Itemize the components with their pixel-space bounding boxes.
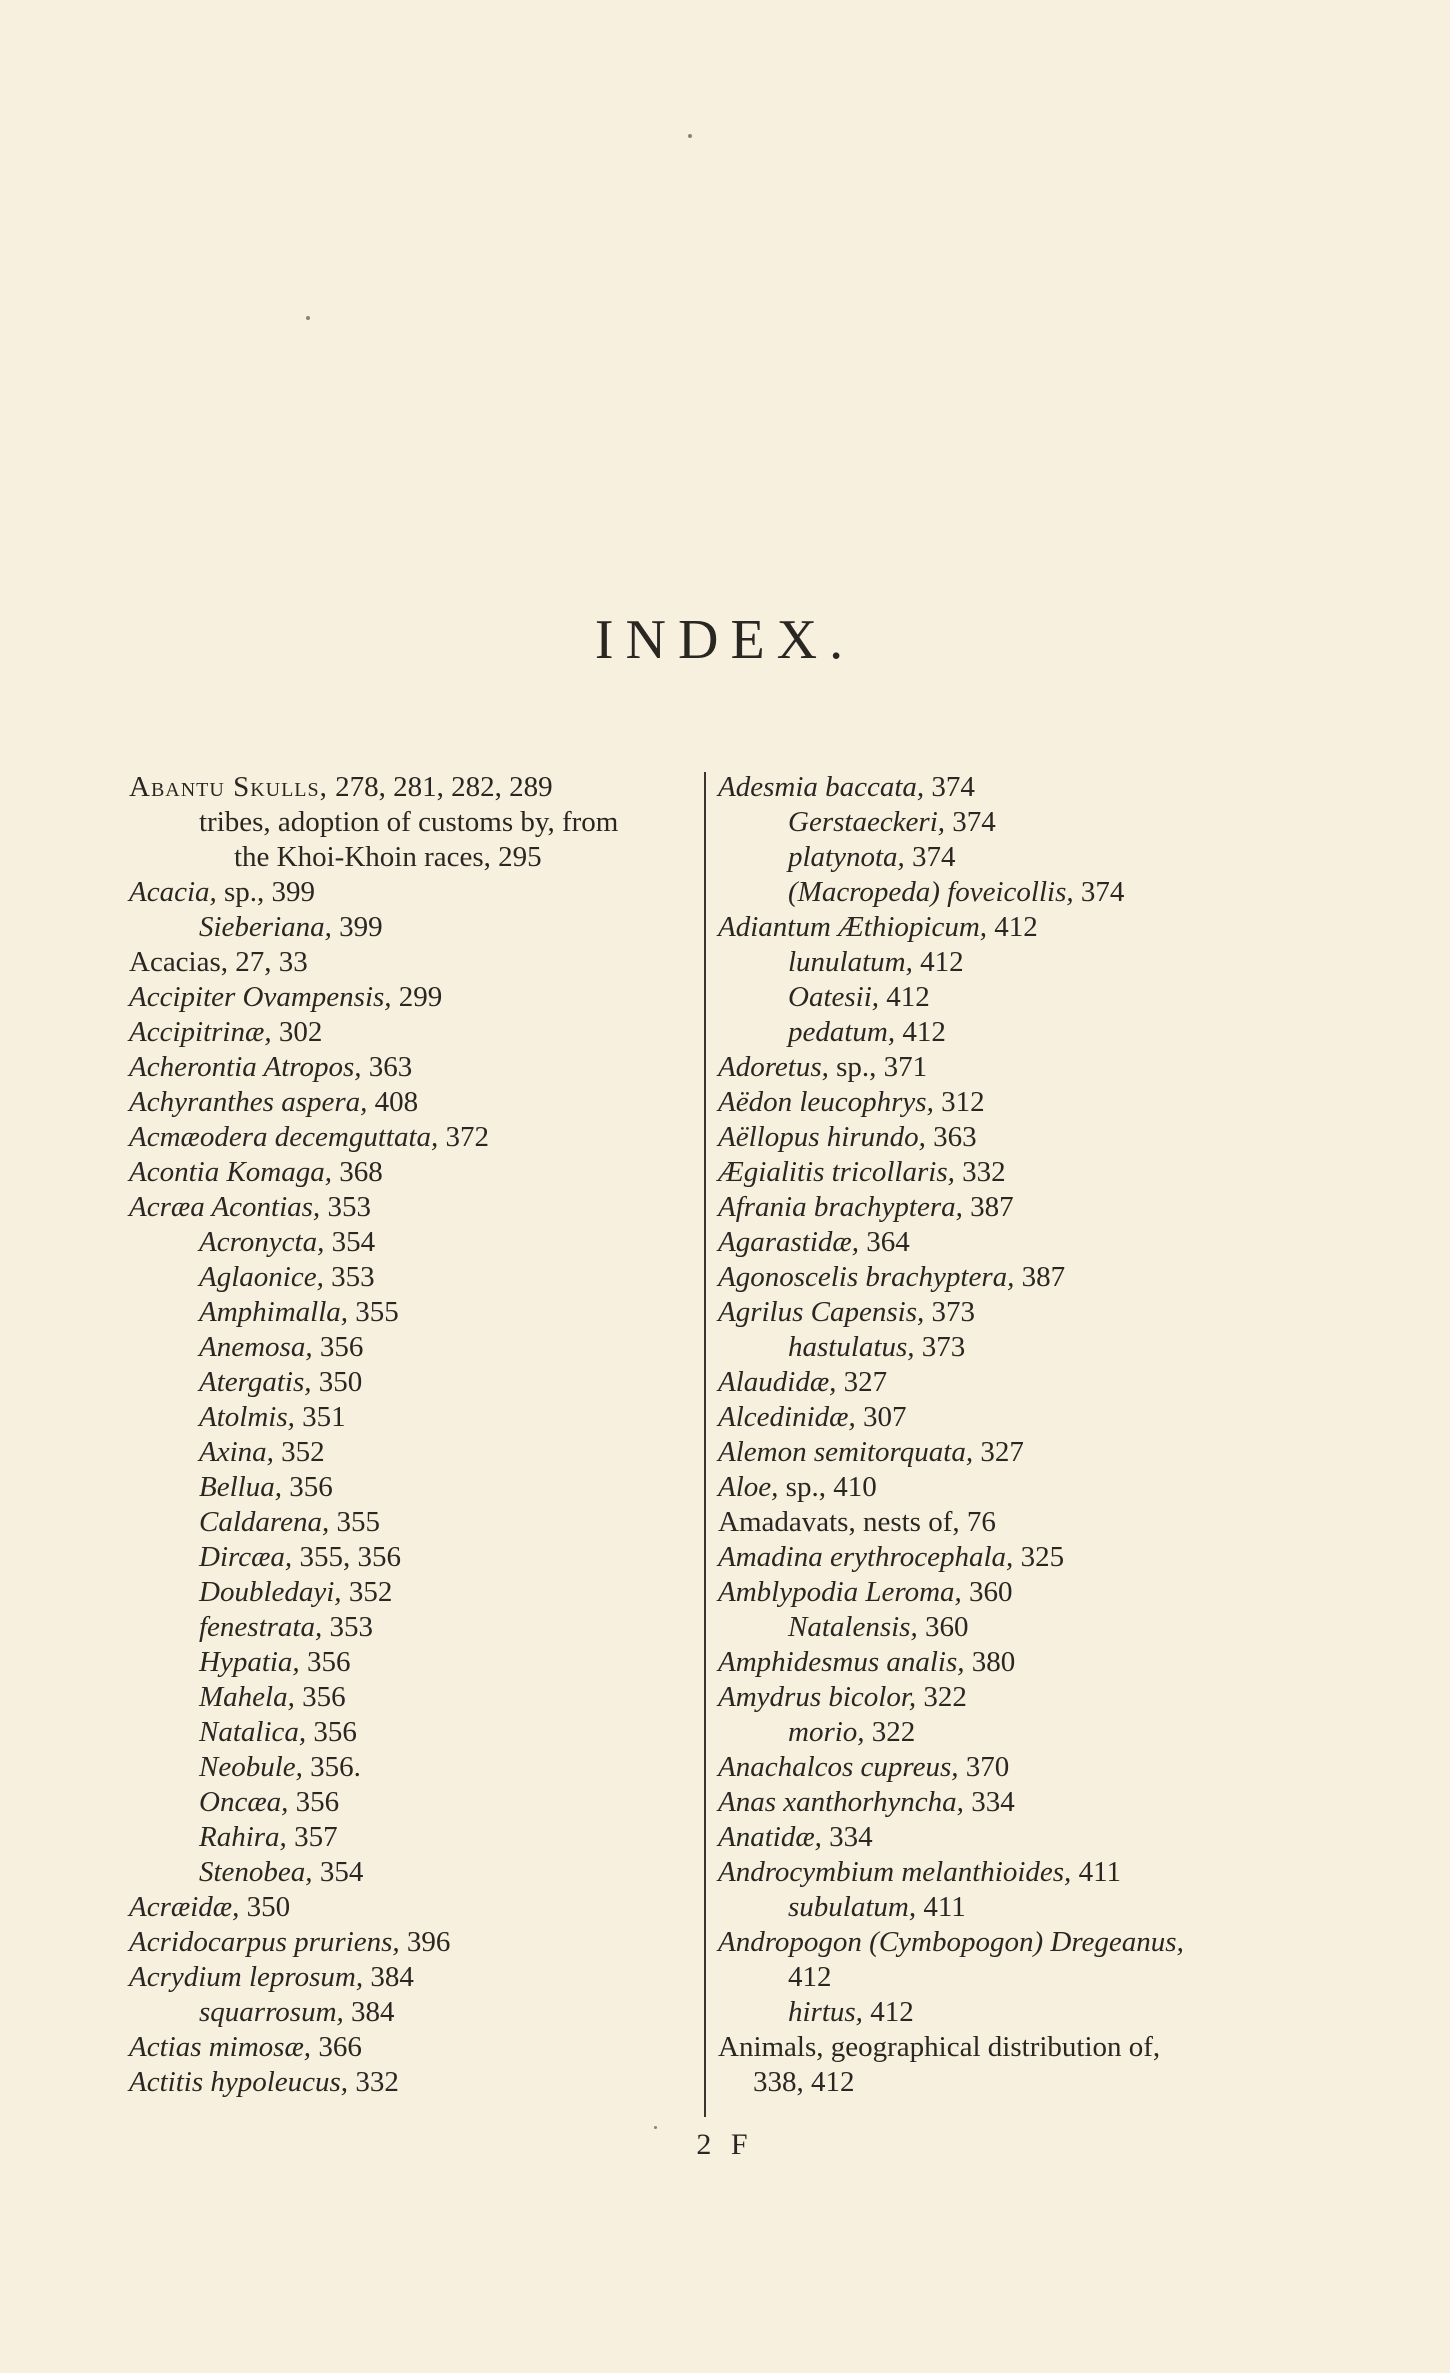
index-entry bbox=[129, 1855, 689, 1890]
index-page-ref: 302 bbox=[271, 1016, 323, 1048]
index-entry bbox=[129, 1995, 689, 2030]
index-term: hastulatus, bbox=[788, 1331, 915, 1363]
index-term: Acridocarpus pruriens, bbox=[129, 1926, 400, 1958]
index-page-ref: geographical distribution of, bbox=[823, 2031, 1161, 2063]
index-entry bbox=[129, 1400, 689, 1435]
index-page-ref: 380 bbox=[964, 1646, 1016, 1678]
index-term: Stenobea, bbox=[199, 1856, 313, 1888]
index-entry bbox=[129, 1680, 689, 1715]
index-entry bbox=[718, 1190, 1298, 1225]
index-term: fenestrata, bbox=[199, 1611, 323, 1643]
index-page-ref: 327 bbox=[836, 1366, 888, 1398]
index-term: Natalensis, bbox=[788, 1611, 918, 1643]
index-term: Actias mimosæ, bbox=[129, 2031, 312, 2063]
index-entry bbox=[718, 1995, 1298, 2030]
index-page-ref: 278, 281, 282, 289 bbox=[327, 771, 553, 803]
index-term: Alaudidæ, bbox=[718, 1366, 837, 1398]
index-entry bbox=[129, 1015, 689, 1050]
index-entry bbox=[129, 1750, 689, 1785]
index-entry bbox=[129, 945, 689, 980]
index-term: Gerstaeckeri, bbox=[788, 806, 946, 838]
index-term: Animals, bbox=[718, 2031, 824, 2063]
index-page-ref: 352 bbox=[273, 1436, 325, 1468]
index-page-ref: 334 bbox=[821, 1821, 873, 1853]
index-entry bbox=[129, 840, 689, 875]
index-page-ref: nests of, 76 bbox=[855, 1506, 996, 1538]
index-entry bbox=[718, 1260, 1298, 1295]
index-page-ref: 307 bbox=[855, 1401, 907, 1433]
index-term: Anachalcos cupreus, bbox=[718, 1751, 959, 1783]
index-entry bbox=[718, 1645, 1298, 1680]
index-entry bbox=[718, 1680, 1298, 1715]
index-column-right bbox=[718, 770, 1298, 2100]
index-page-ref: 351 bbox=[294, 1401, 346, 1433]
index-page-ref: 355, 356 bbox=[292, 1541, 401, 1573]
index-term: Acherontia Atropos, bbox=[129, 1051, 362, 1083]
index-page-ref: 373 bbox=[914, 1331, 966, 1363]
index-page-ref: 360 bbox=[917, 1611, 969, 1643]
index-entry bbox=[129, 1085, 689, 1120]
index-entry bbox=[718, 980, 1298, 1015]
index-term: Amadina erythrocephala, bbox=[718, 1541, 1014, 1573]
index-entry bbox=[129, 1715, 689, 1750]
index-page-ref: 387 bbox=[1014, 1261, 1066, 1293]
index-term: Aëdon leucophrys, bbox=[718, 1086, 934, 1118]
index-page-ref: 374 bbox=[945, 806, 996, 838]
index-term: Oncæa, bbox=[199, 1786, 289, 1818]
index-term: (Macropeda) foveicollis, bbox=[788, 876, 1074, 908]
index-term: Acontia Komaga, bbox=[129, 1156, 332, 1188]
index-page-ref: 368 bbox=[332, 1156, 383, 1188]
index-term: Acronycta, bbox=[199, 1226, 325, 1258]
index-term: Adiantum Æthiopicum, bbox=[718, 911, 988, 943]
index-entry bbox=[718, 945, 1298, 980]
index-term: Acræa Acontias, bbox=[129, 1191, 321, 1223]
index-term: Agrilus Capensis, bbox=[718, 1296, 925, 1328]
index-term: Neobule, bbox=[199, 1751, 303, 1783]
index-page-ref: 384 bbox=[363, 1961, 414, 1993]
index-page-ref: 412 bbox=[895, 1016, 946, 1048]
index-entry bbox=[718, 1470, 1298, 1505]
index-term: Andropogon (Cymbopogon) Dregeanus, bbox=[718, 1926, 1184, 1958]
index-entry bbox=[129, 1785, 689, 1820]
index-entry bbox=[129, 1470, 689, 1505]
index-term: Androcymbium melanthioides, bbox=[718, 1856, 1072, 1888]
index-term: Abantu Skulls, bbox=[129, 771, 328, 803]
index-term: Hypatia, bbox=[199, 1646, 300, 1678]
index-entry bbox=[129, 1120, 689, 1155]
index-page-ref: 322 bbox=[864, 1716, 916, 1748]
index-term: Agarastidæ, bbox=[718, 1226, 859, 1258]
index-entry bbox=[129, 2065, 689, 2100]
page-title: INDEX. bbox=[594, 609, 856, 671]
index-term: Atolmis, bbox=[199, 1401, 295, 1433]
index-term: lunulatum, bbox=[788, 946, 913, 978]
index-entry bbox=[718, 1435, 1298, 1470]
index-page-ref: 363 bbox=[925, 1121, 977, 1153]
index-page-ref: 360 bbox=[961, 1576, 1013, 1608]
index-term: Anas xanthorhyncha, bbox=[718, 1786, 964, 1818]
index-entry bbox=[718, 2065, 1298, 2100]
index-term: Afrania brachyptera, bbox=[718, 1191, 963, 1223]
index-term: Sieberiana, bbox=[199, 911, 332, 943]
index-page-ref: 374 bbox=[1073, 876, 1125, 908]
index-entry bbox=[129, 1820, 689, 1855]
index-page-ref: 353 bbox=[323, 1261, 375, 1293]
index-page-ref: 396 bbox=[399, 1926, 451, 1958]
index-term: squarrosum, bbox=[199, 1996, 344, 2028]
index-page-ref: 355 bbox=[329, 1506, 380, 1538]
index-entry bbox=[129, 1050, 689, 1085]
index-term: Acmæodera decemguttata, bbox=[129, 1121, 439, 1153]
index-page-ref: 373 bbox=[924, 1296, 975, 1328]
index-page-ref: 354 bbox=[312, 1856, 364, 1888]
index-term: Amphimalla, bbox=[199, 1296, 349, 1328]
index-term: Aëllopus hirundo, bbox=[718, 1121, 926, 1153]
index-page-ref: 399 bbox=[331, 911, 383, 943]
index-page-ref: 312 bbox=[933, 1086, 985, 1118]
index-term: Accipiter Ovampensis, bbox=[129, 981, 392, 1013]
index-page-ref: 27, 33 bbox=[228, 946, 308, 978]
index-page-ref: 412 bbox=[788, 1961, 832, 1993]
index-entry bbox=[718, 840, 1298, 875]
index-entry bbox=[129, 1190, 689, 1225]
index-term: Rahira, bbox=[199, 1821, 287, 1853]
index-page-ref: sp., 371 bbox=[828, 1051, 928, 1083]
index-term: Alemon semitorquata, bbox=[718, 1436, 974, 1468]
index-page-ref: 411 bbox=[1071, 1856, 1121, 1888]
index-term: Caldarena, bbox=[199, 1506, 330, 1538]
index-entry bbox=[718, 1540, 1298, 1575]
index-term: Dircæa, bbox=[199, 1541, 293, 1573]
index-page-ref: 363 bbox=[361, 1051, 413, 1083]
index-entry bbox=[718, 1050, 1298, 1085]
index-entry bbox=[129, 805, 689, 840]
index-page-ref: 374 bbox=[924, 771, 975, 803]
index-entry bbox=[129, 1645, 689, 1680]
index-page-ref: 364 bbox=[859, 1226, 910, 1258]
index-entry bbox=[129, 1610, 689, 1645]
index-term: Anemosa, bbox=[199, 1331, 313, 1363]
index-entry bbox=[129, 1890, 689, 1925]
signature-mark: 2 F bbox=[696, 2128, 754, 2161]
index-page-ref: 322 bbox=[916, 1681, 967, 1713]
index-page-ref: 332 bbox=[348, 2066, 399, 2098]
index-entry bbox=[718, 1330, 1298, 1365]
index-entry bbox=[718, 805, 1298, 840]
index-page-ref: tribes, adoption of customs by, from bbox=[199, 806, 619, 838]
index-term: Amadavats, bbox=[718, 1506, 856, 1538]
index-page-ref: 412 bbox=[912, 946, 964, 978]
index-term: Natalica, bbox=[199, 1716, 307, 1748]
index-column-left bbox=[129, 770, 689, 2100]
index-entry bbox=[718, 1085, 1298, 1120]
index-entry bbox=[718, 1960, 1298, 1995]
paper-speck bbox=[654, 2126, 657, 2129]
index-page-ref: 299 bbox=[391, 981, 443, 1013]
index-entry bbox=[718, 1785, 1298, 1820]
index-term: Bellua, bbox=[199, 1471, 282, 1503]
index-entry bbox=[129, 1295, 689, 1330]
index-page-ref: 356 bbox=[299, 1646, 351, 1678]
index-entry bbox=[718, 1750, 1298, 1785]
index-entry bbox=[129, 1260, 689, 1295]
column-divider bbox=[704, 772, 706, 2117]
index-entry bbox=[129, 1225, 689, 1260]
index-term: Amydrus bicolor, bbox=[718, 1681, 917, 1713]
index-page-ref: 357 bbox=[286, 1821, 338, 1853]
index-term: Atergatis, bbox=[199, 1366, 312, 1398]
index-page-ref: 374 bbox=[904, 841, 956, 873]
index-term: platynota, bbox=[788, 841, 905, 873]
index-term: Acrydium leprosum, bbox=[129, 1961, 364, 1993]
index-entry bbox=[718, 1890, 1298, 1925]
index-entry bbox=[718, 1505, 1298, 1540]
index-term: Actitis hypoleucus, bbox=[129, 2066, 349, 2098]
index-entry bbox=[718, 1820, 1298, 1855]
index-entry bbox=[718, 875, 1298, 910]
index-entry bbox=[718, 1575, 1298, 1610]
index-page-ref: 356. bbox=[302, 1751, 361, 1783]
index-entry bbox=[129, 2030, 689, 2065]
index-term: Amphidesmus analis, bbox=[718, 1646, 965, 1678]
index-entry bbox=[718, 1015, 1298, 1050]
paper-speck bbox=[306, 316, 310, 320]
index-entry bbox=[718, 1120, 1298, 1155]
index-page-ref: 356 bbox=[288, 1786, 340, 1818]
index-term: Accipitrinæ, bbox=[129, 1016, 272, 1048]
index-page-ref: sp., 410 bbox=[778, 1471, 877, 1503]
index-page-ref: 332 bbox=[954, 1156, 1006, 1188]
index-page-ref: 387 bbox=[962, 1191, 1014, 1223]
index-entry bbox=[129, 1155, 689, 1190]
index-entry bbox=[718, 1365, 1298, 1400]
index-term: Aloe, bbox=[718, 1471, 779, 1503]
index-page-ref: 366 bbox=[311, 2031, 362, 2063]
index-page-ref: the Khoi-Khoin races, 295 bbox=[234, 841, 542, 873]
index-entry bbox=[129, 910, 689, 945]
index-entry bbox=[718, 1855, 1298, 1890]
index-page-ref: 372 bbox=[438, 1121, 490, 1153]
index-term: Anatidæ, bbox=[718, 1821, 822, 1853]
index-term: Mahela, bbox=[199, 1681, 295, 1713]
index-entry bbox=[129, 1540, 689, 1575]
index-term: Acacia, bbox=[129, 876, 217, 908]
index-entry bbox=[129, 1925, 689, 1960]
index-term: Adoretus, bbox=[718, 1051, 829, 1083]
index-entry bbox=[129, 1960, 689, 1995]
index-page-ref: sp., 399 bbox=[216, 876, 316, 908]
index-page-ref: 338, 412 bbox=[753, 2066, 855, 2098]
index-page-ref: 370 bbox=[958, 1751, 1010, 1783]
index-entry bbox=[718, 1295, 1298, 1330]
index-term: Aglaonice, bbox=[199, 1261, 324, 1293]
index-term: subulatum, bbox=[788, 1891, 917, 1923]
index-page-ref: 334 bbox=[963, 1786, 1015, 1818]
index-page-ref: 352 bbox=[341, 1576, 393, 1608]
index-page-ref: 384 bbox=[343, 1996, 395, 2028]
index-term: Agonoscelis brachyptera, bbox=[718, 1261, 1015, 1293]
index-page-ref: 356 bbox=[312, 1331, 364, 1363]
index-page-ref: 412 bbox=[879, 981, 930, 1013]
index-page-ref: 411 bbox=[916, 1891, 966, 1923]
index-page-ref: 408 bbox=[367, 1086, 419, 1118]
paper-speck bbox=[688, 134, 692, 138]
index-page-ref: 327 bbox=[973, 1436, 1024, 1468]
index-term: Achyranthes aspera, bbox=[129, 1086, 368, 1118]
index-entry bbox=[718, 1610, 1298, 1645]
index-page-ref: 412 bbox=[862, 1996, 914, 2028]
index-term: Oatesii, bbox=[788, 981, 880, 1013]
index-page-ref: 412 bbox=[987, 911, 1038, 943]
index-term: hirtus, bbox=[788, 1996, 863, 2028]
index-entry bbox=[718, 1715, 1298, 1750]
index-entry bbox=[718, 770, 1298, 805]
index-entry bbox=[718, 1400, 1298, 1435]
index-page-ref: 350 bbox=[311, 1366, 363, 1398]
index-entry bbox=[718, 1155, 1298, 1190]
index-page-ref: 356 bbox=[306, 1716, 357, 1748]
index-page-ref: 350 bbox=[239, 1891, 291, 1923]
index-entry bbox=[129, 1365, 689, 1400]
index-entry bbox=[129, 1435, 689, 1470]
index-entry bbox=[718, 910, 1298, 945]
index-page-ref: 325 bbox=[1013, 1541, 1065, 1573]
index-entry bbox=[129, 770, 689, 805]
index-entry bbox=[129, 980, 689, 1015]
index-entry bbox=[129, 1330, 689, 1365]
index-term: Amblypodia Leroma, bbox=[718, 1576, 962, 1608]
index-page-ref: 356 bbox=[281, 1471, 333, 1503]
index-term: Acræidæ, bbox=[129, 1891, 240, 1923]
index-term: Acacias, bbox=[129, 946, 229, 978]
index-page-ref: 353 bbox=[322, 1611, 373, 1643]
index-page-ref: 355 bbox=[348, 1296, 399, 1328]
index-page-ref: 356 bbox=[294, 1681, 346, 1713]
index-page-ref: 354 bbox=[324, 1226, 376, 1258]
index-term: Doubledayi, bbox=[199, 1576, 342, 1608]
index-page-ref: 353 bbox=[320, 1191, 371, 1223]
index-term: Alcedinidæ, bbox=[718, 1401, 856, 1433]
index-term: Ægialitis tricollaris, bbox=[718, 1156, 955, 1188]
index-entry bbox=[718, 2030, 1298, 2065]
index-entry bbox=[129, 1505, 689, 1540]
index-term: Adesmia baccata, bbox=[718, 771, 925, 803]
index-term: pedatum, bbox=[788, 1016, 896, 1048]
index-entry bbox=[129, 1575, 689, 1610]
index-term: morio, bbox=[788, 1716, 865, 1748]
index-entry bbox=[129, 875, 689, 910]
index-term: Axina, bbox=[199, 1436, 274, 1468]
index-entry bbox=[718, 1925, 1298, 1960]
index-entry bbox=[718, 1225, 1298, 1260]
